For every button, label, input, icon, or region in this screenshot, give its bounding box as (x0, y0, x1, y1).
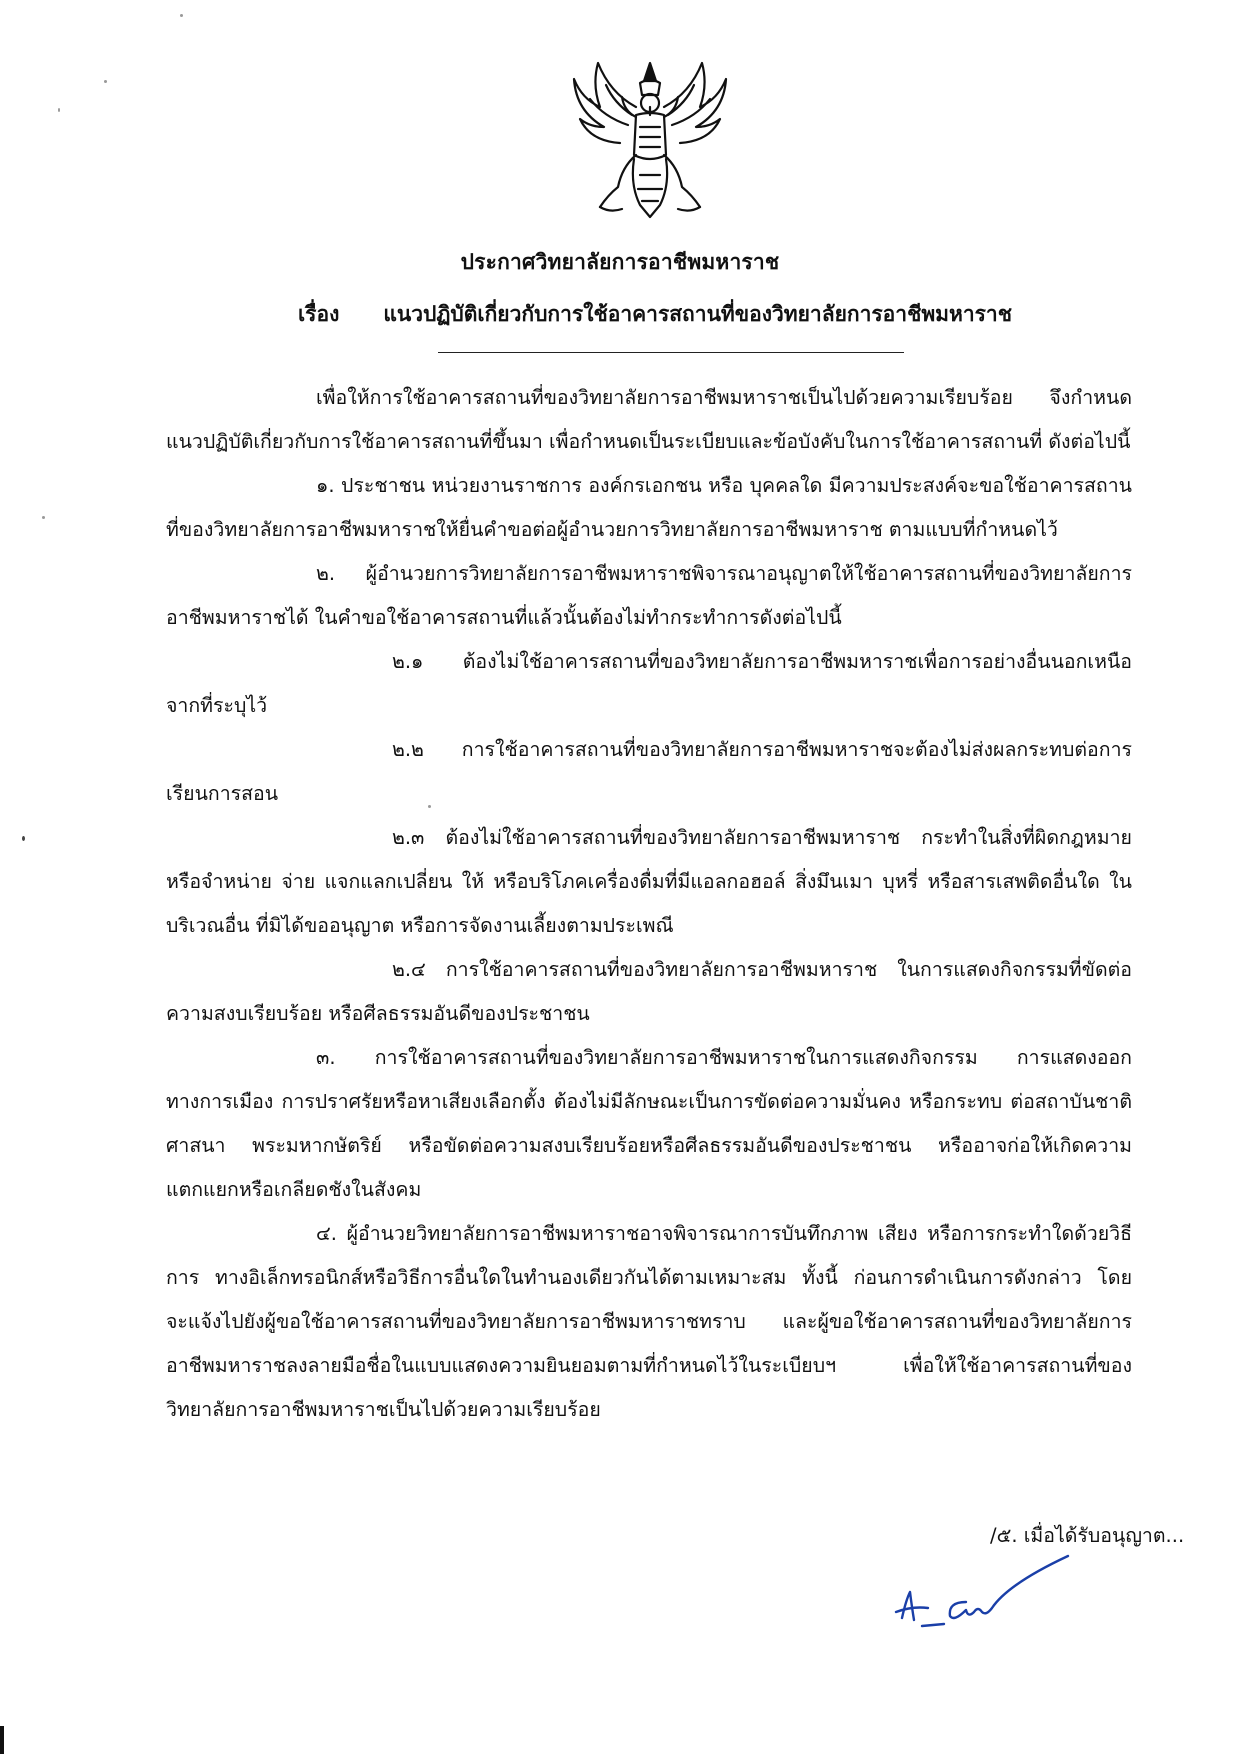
item-3: ๓. การใช้อาคารสถานที่ของวิทยาลัยการอาชีพมหาราชในการแสดงกิจกรรม การแสดงออกทางการเมือง การปราศรัยหรือหาเสียงเลือกตั้ง ต้องไม่มีลักษณะเป็นการขัดต่อความมั่นคง หรือกระทบ ต่อสถาบันชาติ ศาสนา พระมหากษัตริย์ หรือขัดต่อความสงบเรียบร้อยหรือศีลธรรมอันดีของประชาชน หรืออาจก่อให้เกิดความแตกแยกหรือเกลียดชังในสังคม (166, 1046, 1132, 1201)
handwritten-signature-icon (888, 1550, 1078, 1650)
scan-edge-mark (0, 1726, 4, 1754)
scan-speck (104, 80, 107, 83)
scan-speck (58, 108, 60, 112)
item-4: ๔. ผู้อำนวยวิทยาลัยการอาชีพมหาราชอาจพิจารณาการบันทึกภาพ เสียง หรือการกระทำใดด้วยวิธีการ ทางอิเล็กทรอนิกส์หรือวิธีการอื่นใดในทำนองเดียวกันได้ตามเหมาะสม ทั้งนี้ ก่อนการดำเนินการดังกล่าว โดยจะแจ้งไปยังผู้ขอใช้อาคารสถานที่ของวิทยาลัยการอาชีพมหาราชทราบ และผู้ขอใช้อาคารสถานที่ของวิทยาลัยการอาชีพมหาราชลงลายมือชื่อในแบบแสดงความยินยอมตามที่กำหนดไว้ในระเบียบฯ เพื่อให้ใช้อาคารสถานที่ของวิทยาลัยการอาชีพมหาราชเป็นไปด้วยความเรียบร้อย (166, 1222, 1132, 1421)
intro-paragraph: เพื่อให้การใช้อาคารสถานที่ของวิทยาลัยการอาชีพมหาราชเป็นไปด้วยความเรียบร้อย จึงกำหนดแนวปฏิบัติเกี่ยวกับการใช้อาคารสถานที่ขึ้นมา เพื่อกำหนดเป็นระเบียบและข้อบังคับในการใช้อาคารสถานที่ ดังต่อไปนี้ (166, 386, 1132, 453)
title-underline (438, 352, 904, 353)
document-subject (298, 298, 1012, 331)
signature-strokes (896, 1556, 1068, 1626)
item-2-2: ๒.๒ การใช้อาคารสถานที่ของวิทยาลัยการอาชีพมหาราชจะต้องไม่ส่งผลกระทบต่อการเรียนการสอน (166, 738, 1132, 805)
item-2-1: ๒.๑ ต้องไม่ใช้อาคารสถานที่ของวิทยาลัยการอาชีพมหาราชเพื่อการอย่างอื่นนอกเหนือจากที่ระบุไว้ (166, 650, 1132, 717)
item-2-4: ๒.๔ การใช้อาคารสถานที่ของวิทยาลัยการอาชีพมหาราช ในการแสดงกิจกรรมที่ขัดต่อความสงบเรียบร้อย หรือศีลธรรมอันดีของประชาชน (166, 958, 1132, 1025)
item-2: ๒. ผู้อำนวยการวิทยาลัยการอาชีพมหาราชพิจารณาอนุญาตให้ใช้อาคารสถานที่ของวิทยาลัยการอาชีพมหาราชได้ ในคำขอใช้อาคารสถานที่แล้วนั้นต้องไม่ทำกระทำการดังต่อไปนี้ (166, 562, 1132, 629)
scan-speck (428, 805, 431, 808)
item-2-3: ๒.๓ ต้องไม่ใช้อาคารสถานที่ของวิทยาลัยการอาชีพมหาราช กระทำในสิ่งที่ผิดกฎหมาย หรือจำหน่าย จ่าย แจกแลกเปลี่ยน ให้ หรือบริโภคเครื่องดื่มที่มีแอลกอฮอล์ สิ่งมึนเมา บุหรี่ หรือสารเสพติดอื่นใด ในบริเวณอื่น ที่มิได้ขออนุญาต หรือการจัดงานเลี้ยงตามประเพณี (166, 826, 1132, 937)
scan-speck (42, 516, 45, 519)
document-title: ประกาศวิทยาลัยการอาชีพมหาราช (460, 250, 780, 274)
continued-next-page: /๕. เมื่อได้รับอนุญาต... (990, 1524, 1185, 1547)
item-1: ๑. ประชาชน หน่วยงานราชการ องค์กรเอกชน หรือ บุคคลใด มีความประสงค์จะขอใช้อาคารสถานที่ของวิทยาลัยการอาชีพมหาราชให้ยื่นคำขอต่อผู้อำนวยการวิทยาลัยการอาชีพมหาราช ตามแบบที่กำหนดไว้ (166, 474, 1132, 541)
scan-speck (180, 14, 183, 17)
subject-label: เรื่อง (298, 302, 340, 326)
document-body (166, 376, 1132, 1432)
subject-text: แนวปฏิบัติเกี่ยวกับการใช้อาคารสถานที่ของวิทยาลัยการอาชีพมหาราช (383, 302, 1012, 326)
garuda-emblem-icon (570, 55, 730, 225)
scan-speck (22, 836, 25, 841)
